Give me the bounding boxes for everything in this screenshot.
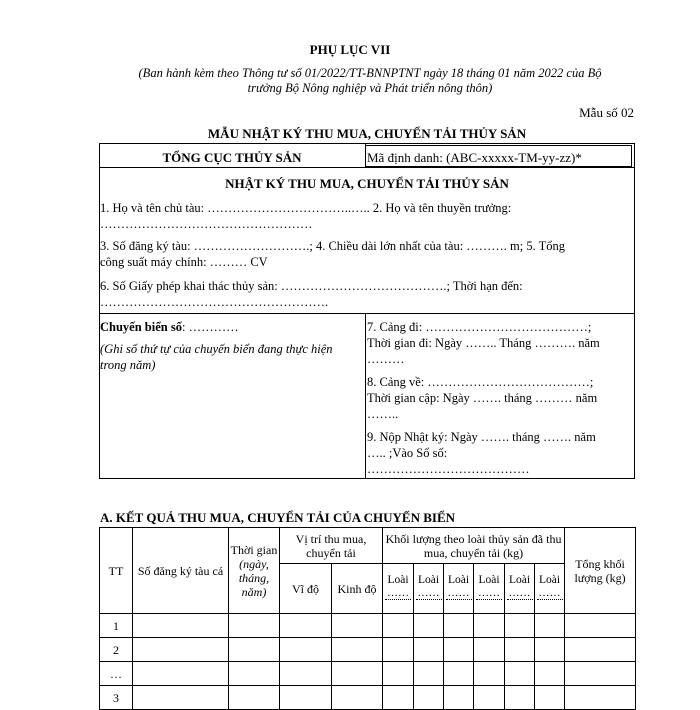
species-label: Loài [447, 574, 470, 586]
arrival-time: Thời gian cập: Ngày ……. tháng ……… năm [367, 391, 598, 405]
arrival-port: 8. Cảng về: …………………………………; [367, 375, 594, 389]
col-position: Vị trí thu mua, chuyển tải [280, 528, 383, 564]
col-longitude: Kinh độ [332, 564, 383, 614]
vessel-fields [100, 238, 634, 270]
license-line: 6. Số Giấy phép khai thác thủy sản: ………………………………….; Thời hạn đến: [100, 279, 523, 293]
col-registration: Số đăng ký tàu cá [133, 528, 229, 614]
col-species-4 [474, 564, 505, 614]
log-title: NHẬT KÝ THU MUA, CHUYỂN TẢI THỦY SẢN [225, 176, 509, 191]
species-dots: …… [538, 587, 561, 599]
license-fields [100, 278, 634, 310]
species-dots: …… [508, 587, 531, 599]
species-label: Loài [417, 574, 440, 586]
species-label: Loài [508, 574, 531, 586]
species-label: Loài [538, 574, 561, 586]
row-number: … [100, 662, 133, 686]
species-dots: …… [447, 587, 470, 599]
trip-number-label: Chuyến biển số [100, 320, 182, 334]
subtitle-line-2: trưởng Bộ Nông nghiệp và Phát triển nông thôn) [247, 81, 493, 95]
section-a-title: A. KẾT QUẢ THU MUA, CHUYỂN TẢI CỦA CHUYẾN BIỂN [100, 510, 456, 525]
trip-divider [365, 313, 366, 479]
col-time [229, 528, 280, 614]
table-row [100, 686, 636, 710]
col-species-3 [444, 564, 474, 614]
identifier-label: Mã định danh: (ABC-xxxxx-TM-yy-zz)* [367, 150, 582, 165]
submission-register: ….. ;Vào Sổ số: [367, 446, 448, 460]
col-time-note: (ngày, tháng, năm) [238, 556, 270, 599]
col-species-6 [535, 564, 565, 614]
header-divider [365, 143, 366, 167]
header-separator [99, 167, 635, 168]
col-species-group: Khối lượng theo loài thủy sản đã thu mua, chuyển tải (kg) [383, 528, 565, 564]
species-label: Loài [387, 574, 409, 586]
row-number: 3 [100, 686, 133, 710]
subtitle-line-1: (Ban hành kèm theo Thông tư số 01/2022/TT-BNNPTNT ngày 18 tháng 01 năm 2022 của Bộ [138, 66, 602, 80]
trip-number-value: : ………… [181, 320, 239, 334]
departure-time: Thời gian đi: Ngày …….. Tháng ………. năm [367, 336, 600, 350]
trip-number-note: (Ghi số thứ tự của chuyến biển đang thực hiện trong năm) [100, 342, 333, 372]
vessel-line: 3. Số đăng ký tàu: ……………………….; 4. Chiều dài lớn nhất của tàu: ………. m; 5. Tổng [100, 239, 566, 253]
col-tt: TT [100, 528, 133, 614]
col-species-5 [505, 564, 535, 614]
departure-port: 7. Cảng đi: …………………………………; [367, 320, 592, 334]
species-dots: …… [478, 587, 500, 599]
owner-line: 1. Họ và tên chủ tàu: ……………………………..….. 2. Họ và tên thuyền trưởng: [100, 201, 512, 215]
row-number: 2 [100, 638, 133, 662]
vessel-line-cont: công suất máy chính: ……… CV [100, 255, 268, 269]
owner-captain-fields [100, 200, 634, 232]
col-species-1 [383, 564, 414, 614]
species-label: Loài [478, 574, 500, 586]
table-row [100, 662, 636, 686]
results-table [99, 527, 636, 710]
table-row [100, 614, 636, 638]
species-dots: …… [387, 587, 409, 599]
trip-number-block [100, 319, 362, 373]
submission-block [367, 429, 633, 477]
page-title: PHỤ LỤC VII [309, 42, 391, 57]
trip-separator [99, 313, 635, 314]
species-dots: …… [417, 587, 440, 599]
col-species-2 [414, 564, 444, 614]
form-title: MẪU NHẬT KÝ THU MUA, CHUYỂN TẢI THỦY SẢN [207, 126, 527, 141]
agency-name: TỔNG CỤC THỦY SẢN [162, 150, 302, 165]
departure-block [367, 319, 633, 367]
form-number: Mẫu số 02 [579, 105, 634, 120]
arrival-time-cont: …….. [367, 407, 399, 421]
submission-date: 9. Nộp Nhật ký: Ngày ……. tháng ……. năm [367, 430, 596, 444]
col-latitude: Vĩ độ [280, 564, 332, 614]
license-line-cont: ………………………………………………. [100, 295, 329, 309]
row-number: 1 [100, 614, 133, 638]
col-time-label: Thời gian [230, 542, 278, 557]
submission-register-cont: ………………………………… [367, 462, 530, 476]
owner-line-cont: …………………………………………… [100, 217, 313, 231]
col-total: Tổng khối lượng (kg) [565, 528, 636, 614]
table-row [100, 638, 636, 662]
arrival-block [367, 374, 633, 422]
page-subtitle [105, 66, 635, 96]
departure-time-cont: ……… [367, 352, 405, 366]
